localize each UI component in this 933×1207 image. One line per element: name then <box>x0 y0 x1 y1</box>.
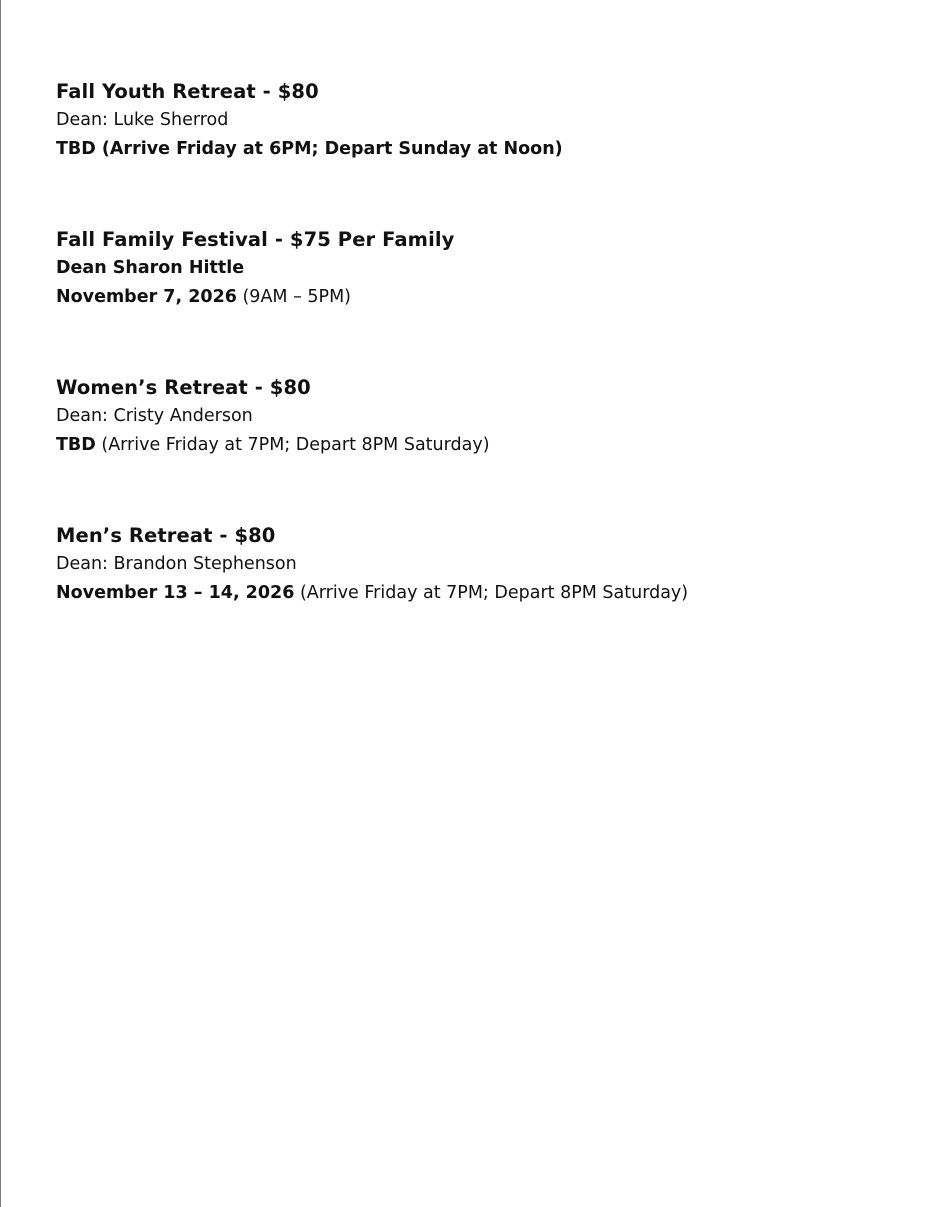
event-title: Women’s Retreat - $80 <box>56 376 311 399</box>
event-date-bold: TBD (Arrive Friday at 6PM; Depart Sunday at Noon) <box>56 139 563 159</box>
event-dean: Dean: Luke Sherrod <box>56 110 229 130</box>
page-left-border <box>0 0 1 1207</box>
event-title: Fall Family Festival - $75 Per Family <box>56 228 455 251</box>
event-date-detail: (9AM – 5PM) <box>236 287 352 307</box>
event-womens-retreat <box>56 374 916 460</box>
event-title: Men’s Retreat - $80 <box>56 524 276 547</box>
event-title: Fall Youth Retreat - $80 <box>56 80 319 103</box>
event-date <box>56 431 916 460</box>
event-date <box>56 135 916 164</box>
event-date <box>56 579 916 608</box>
event-fall-youth-retreat <box>56 78 916 164</box>
event-fall-family-festival <box>56 226 916 312</box>
event-date-detail: (Arrive Friday at 7PM; Depart 8PM Saturday) <box>95 435 490 455</box>
event-dean: Dean Sharon Hittle <box>56 258 245 278</box>
event-dean: Dean: Cristy Anderson <box>56 406 253 426</box>
event-date-bold: November 13 – 14, 2026 <box>56 583 295 603</box>
event-dean: Dean: Brandon Stephenson <box>56 554 297 574</box>
event-date-bold: November 7, 2026 <box>56 287 237 307</box>
document-body <box>56 78 916 608</box>
event-date <box>56 283 916 312</box>
event-mens-retreat <box>56 522 916 608</box>
event-date-bold: TBD <box>56 435 96 455</box>
event-date-detail: (Arrive Friday at 7PM; Depart 8PM Saturday) <box>294 583 689 603</box>
